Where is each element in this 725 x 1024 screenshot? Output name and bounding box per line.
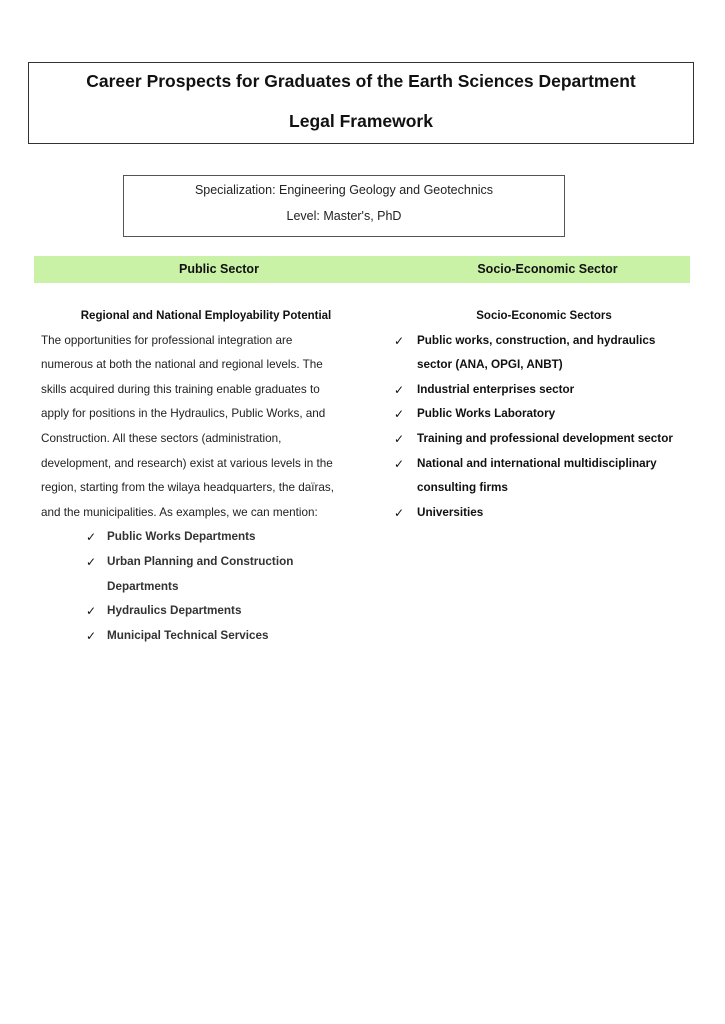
list-item bbox=[394, 501, 694, 526]
list-item-text: Public works, construction, and hydraulics bbox=[417, 333, 656, 347]
public-sector-column bbox=[41, 304, 371, 648]
socio-economic-sector-header: Socio-Economic Sector bbox=[477, 262, 618, 276]
paragraph-line: numerous at both the national and regional levels. The bbox=[41, 358, 323, 372]
list-item bbox=[41, 525, 371, 550]
checkmark-icon: ✓ bbox=[394, 333, 405, 348]
list-item-text: Public Works Departments bbox=[107, 530, 256, 544]
list-item-text: sector (ANA, OPGI, ANBT) bbox=[417, 358, 563, 372]
paragraph-line: Construction. All these sectors (administration, bbox=[41, 431, 282, 445]
checkmark-icon: ✓ bbox=[86, 604, 97, 619]
level-text: Level: Master's, PhD bbox=[286, 209, 402, 223]
paragraph-line: region, starting from the wilaya headquarters, the daïras, bbox=[41, 481, 334, 495]
socio-economic-list bbox=[394, 329, 694, 526]
paragraph-line: apply for positions in the Hydraulics, Public Works, and bbox=[41, 407, 326, 421]
socio-economic-column bbox=[394, 304, 694, 525]
list-item-text: Urban Planning and Construction bbox=[107, 554, 294, 568]
paragraph-line: The opportunities for professional integration are bbox=[41, 333, 293, 347]
page-title: Career Prospects for Graduates of the Earth Sciences Department bbox=[86, 71, 636, 91]
checkmark-icon: ✓ bbox=[394, 456, 405, 471]
list-item bbox=[394, 427, 694, 452]
paragraph-line: skills acquired during this training enable graduates to bbox=[41, 382, 320, 396]
list-item-text: Public Works Laboratory bbox=[417, 407, 556, 421]
page-subtitle: Legal Framework bbox=[289, 111, 433, 131]
list-item bbox=[394, 378, 694, 403]
list-item bbox=[41, 599, 371, 624]
specialization-text: Specialization: Engineering Geology and Geotechnics bbox=[194, 183, 494, 197]
checkmark-icon: ✓ bbox=[394, 505, 405, 520]
list-item-text: Training and professional development sector bbox=[417, 431, 673, 445]
specialization-box bbox=[123, 175, 565, 237]
checkmark-icon: ✓ bbox=[86, 530, 97, 545]
list-item-text: Municipal Technical Services bbox=[107, 628, 269, 642]
socio-economic-subheading: Socio-Economic Sectors bbox=[476, 310, 612, 322]
list-item-text: Industrial enterprises sector bbox=[417, 382, 575, 396]
list-item-text: Universities bbox=[417, 505, 484, 519]
checkmark-icon: ✓ bbox=[86, 554, 97, 569]
public-sector-header: Public Sector bbox=[179, 262, 259, 276]
checkmark-icon: ✓ bbox=[394, 407, 405, 422]
paragraph-line: and the municipalities. As examples, we can mention: bbox=[41, 505, 318, 519]
list-item-text: Departments bbox=[107, 579, 179, 593]
list-item bbox=[41, 624, 371, 649]
title-box bbox=[28, 62, 694, 144]
public-sector-list bbox=[41, 525, 371, 648]
employability-subheading: Regional and National Employability Potential bbox=[80, 310, 332, 322]
list-item bbox=[41, 550, 371, 599]
list-item bbox=[394, 402, 694, 427]
employability-paragraph bbox=[41, 329, 371, 526]
checkmark-icon: ✓ bbox=[394, 382, 405, 397]
list-item-text: Hydraulics Departments bbox=[107, 604, 242, 618]
list-item-text: National and international multidisciplinary bbox=[417, 456, 657, 470]
list-item bbox=[394, 329, 694, 378]
list-item-text: consulting firms bbox=[417, 481, 508, 495]
checkmark-icon: ✓ bbox=[394, 431, 405, 446]
paragraph-line: development, and research) exist at various levels in the bbox=[41, 456, 333, 470]
checkmark-icon: ✓ bbox=[86, 628, 97, 643]
list-item bbox=[394, 452, 694, 501]
